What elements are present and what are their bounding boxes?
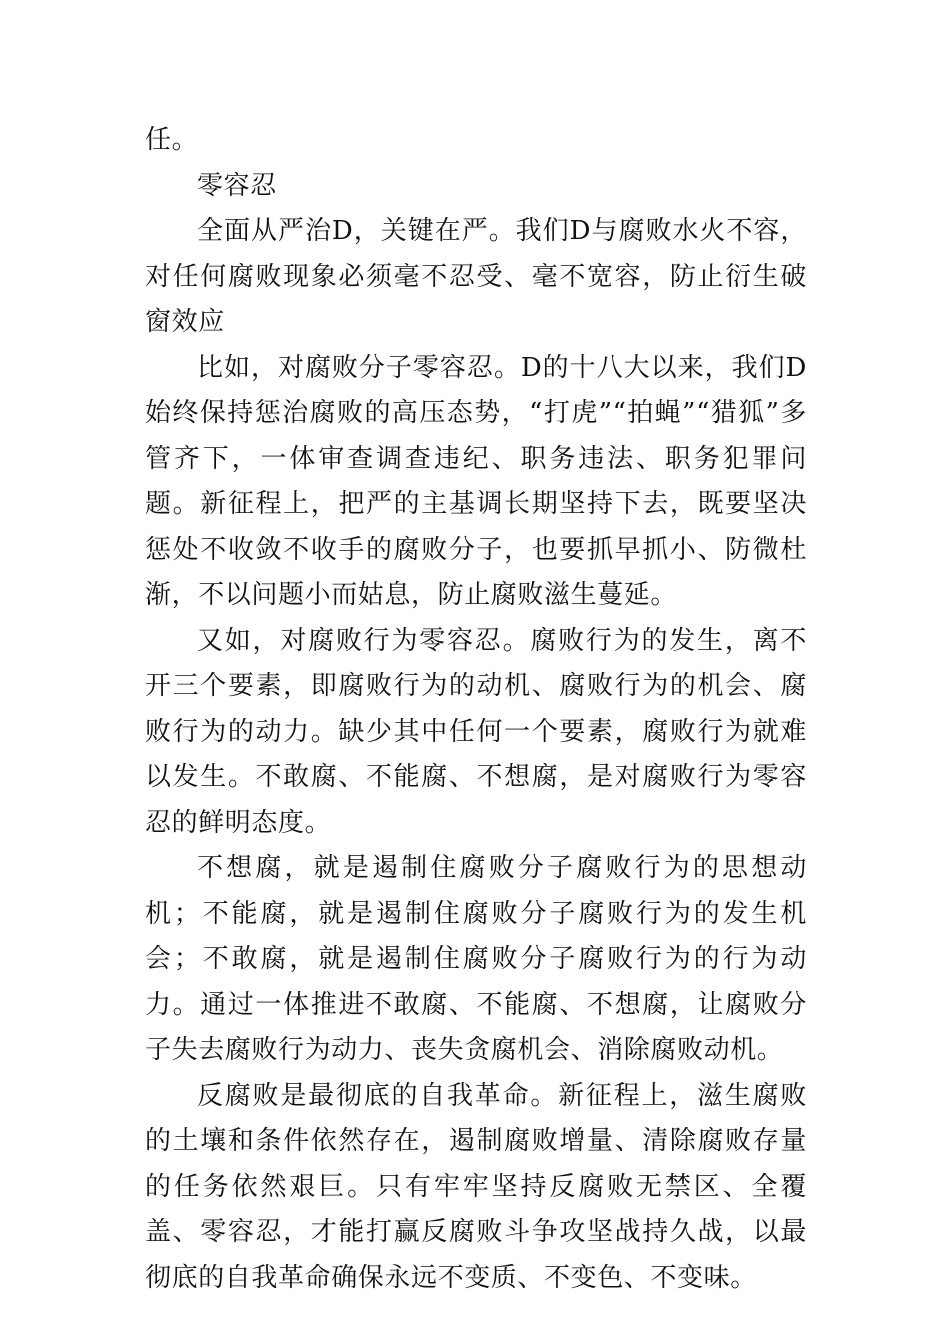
paragraph: 反腐败是最彻底的自我革命。新征程上，滋生腐败的土壤和条件依然存在，遏制腐败增量、清除腐败存量的任务依然艰巨。只有牢牢坚持反腐败无禁区、全覆盖、零容忍，才能打赢反腐败斗争攻坚战持久战，以最彻底的自我革命确保永远不变质、不变色、不变味。	[145, 1080, 807, 1293]
paragraph: 全面从严治D，关键在严。我们D与腐败水火不容，对任何腐败现象必须毫不忍受、毫不宽容，防止衍生破窗效应	[145, 216, 807, 337]
paragraph: 比如，对腐败分子零容忍。D的十八大以来，我们D始终保持惩治腐败的高压态势，“打虎”“拍蝇”“猎狐”多管齐下，一体审查调查违纪、职务违法、职务犯罪问题。新征程上，把严的主基调长期坚持下去，既要坚决惩处不收敛不收手的腐败分子，也要抓早抓小、防微杜渐，不以问题小而姑息，防止腐败滋生蔓延。	[145, 352, 807, 610]
paragraph: 不想腐，就是遏制住腐败分子腐败行为的思想动机；不能腐，就是遏制住腐败分子腐败行为的发生机会；不敢腐，就是遏制住腐败分子腐败行为的行为动力。通过一体推进不敢腐、不能腐、不想腐，让腐败分子失去腐败行为动力、丧失贪腐机会、消除腐败动机。	[145, 853, 807, 1065]
document-body	[145, 118, 807, 1301]
paragraph-continuation: 任。	[145, 125, 199, 155]
paragraph: 又如，对腐败行为零容忍。腐败行为的发生，离不开三个要素，即腐败行为的动机、腐败行为的机会、腐败行为的动力。缺少其中任何一个要素，腐败行为就难以发生。不敢腐、不能腐、不想腐，是对腐败行为零容忍的鲜明态度。	[145, 625, 807, 838]
section-heading: 零容忍	[197, 170, 277, 201]
